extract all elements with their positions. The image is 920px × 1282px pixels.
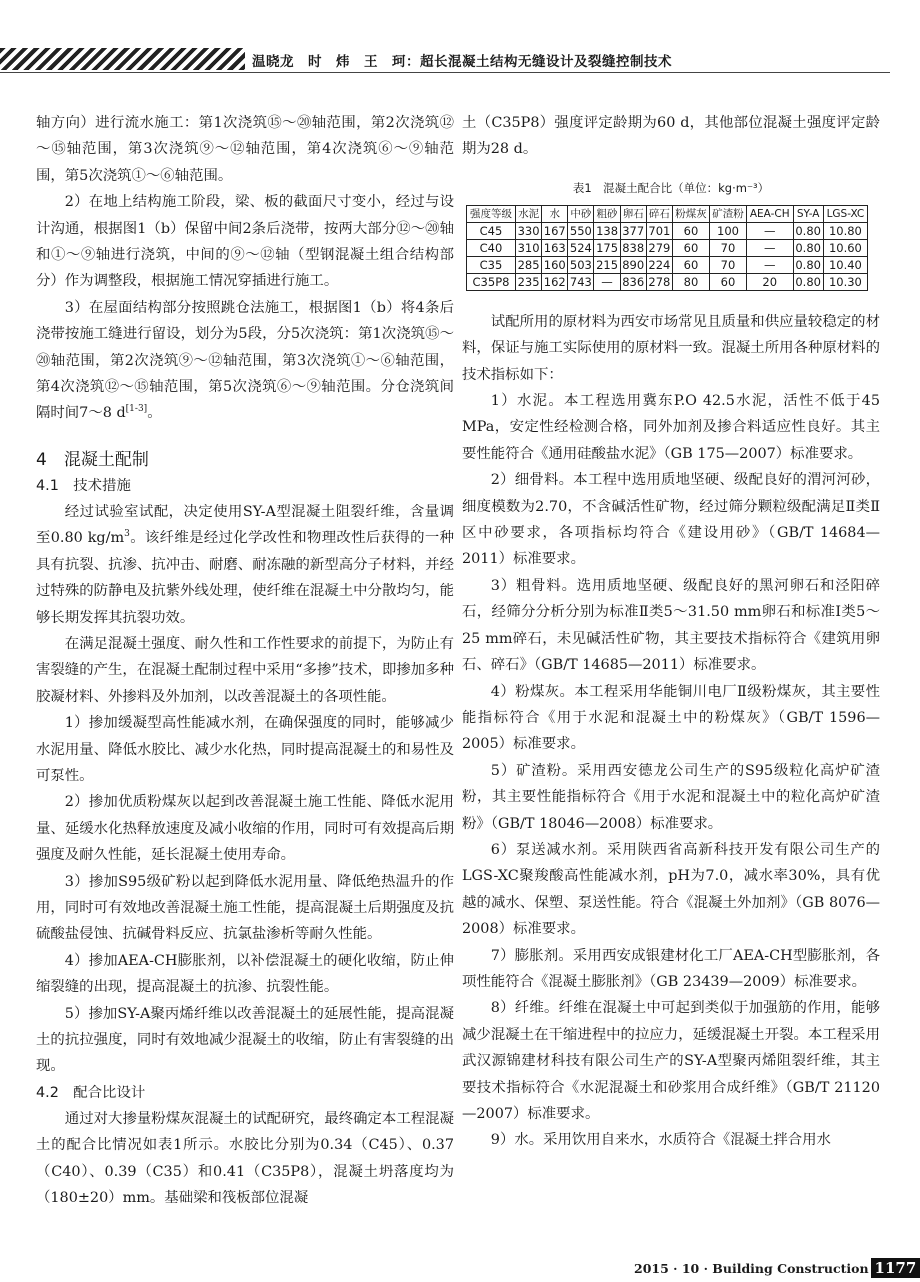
table-cell: 0.80 xyxy=(793,239,823,256)
table-cell: — xyxy=(594,273,620,290)
citation-ref: [1-3] xyxy=(125,404,148,415)
table-cell: C35P8 xyxy=(467,273,516,290)
table-cell: 377 xyxy=(620,222,646,239)
table-cell: 743 xyxy=(568,273,594,290)
mix-proportion-table xyxy=(466,205,868,291)
paragraph: 3）粗骨料。选用质地坚硬、级配良好的黑河卵石和泾阳碎石，经筛分分析分别为标准Ⅱ类5～31.50 mm卵石和标准Ⅰ类5～25 mm碎石，未见碱活性矿物，其主要技术指标符合《建筑用卵石、碎石》（GB/T 14685—2011）标准要求。 xyxy=(462,577,880,674)
paragraph xyxy=(36,499,454,631)
table-row xyxy=(467,273,868,290)
table-cell: 20 xyxy=(747,273,794,290)
table-cell: 70 xyxy=(709,256,746,273)
table-cell: 235 xyxy=(516,273,542,290)
section-heading: 4 混凝土配制 xyxy=(36,449,149,470)
table-cell: C45 xyxy=(467,222,516,239)
page-footer xyxy=(634,1258,920,1280)
table-row xyxy=(467,239,868,256)
paragraph: 4）掺加AEA-CH膨胀剂，以补偿混凝土的硬化收缩，防止伸缩裂缝的出现，提高混凝土的抗渗、抗裂性能。 xyxy=(36,952,454,996)
paragraph: 试配所用的原材料为西安市场常见且质量和供应量较稳定的材料，保证与施工实际使用的原材料一致。混凝土所用各种原材料的技术指标如下： xyxy=(462,313,880,383)
table-header-cell: LGS-XC xyxy=(823,205,867,222)
table-cell: 60 xyxy=(672,256,709,273)
paragraph: 6）泵送减水剂。采用陕西省高新科技开发有限公司生产的LGS-XC聚羧酸高性能减水剂，pH为7.0，减水率30%，具有优越的减水、保塑、泵送性能。符合《混凝土外加剂》（GB 8076—2008）标准要求。 xyxy=(462,841,880,938)
table-cell: 0.80 xyxy=(793,273,823,290)
table-row xyxy=(467,256,868,273)
table-cell: 701 xyxy=(646,222,672,239)
table-cell: 60 xyxy=(672,239,709,256)
table-header-cell: 中砂 xyxy=(568,205,594,222)
table-cell: 550 xyxy=(568,222,594,239)
table-cell: 836 xyxy=(620,273,646,290)
left-column xyxy=(36,110,454,1211)
table-caption: 表1 混凝土配合比（单位：kg·m⁻³） xyxy=(572,180,770,195)
paragraph: 2）掺加优质粉煤灰以起到改善混凝土施工性能、降低水泥用量、延缓水化热释放速度及减小收缩的作用，同时可有效提高后期强度及耐久性能，延长混凝土使用寿命。 xyxy=(36,794,454,864)
table-header-row xyxy=(467,205,868,222)
table-cell: 167 xyxy=(542,222,568,239)
journal-info: 2015 · 10 · Building Construction xyxy=(634,1261,869,1276)
paragraph-text: 。该纤维是经过化学改性和物理改性后获得的一种具有抗裂、抗渗、抗冲击、耐磨、耐冻融的新型高分子材料，并经过特殊的防静电及抗紫外线处理，使纤维在混凝土中分散均匀，能够长期发挥其抗裂功效。 xyxy=(36,530,454,626)
paragraph: 9）水。采用饮用自来水，水质符合《混凝土拌合用水 xyxy=(490,1132,831,1149)
table-cell: 162 xyxy=(542,273,568,290)
table-cell: 890 xyxy=(620,256,646,273)
page-number: 1177 xyxy=(871,1258,920,1278)
paragraph: 土（C35P8）强度评定龄期为60 d，其他部位混凝土强度评定龄期为28 d。 xyxy=(462,115,880,158)
table-cell: C40 xyxy=(467,239,516,256)
paragraph: 1）水泥。本工程选用冀东P.O 42.5水泥，活性不低于45 MPa，安定性经检测合格，同外加剂及掺合料适应性良好。其主要性能符合《通用硅酸盐水泥》（GB 175—2007）标准要求。 xyxy=(462,393,880,462)
table-body xyxy=(467,222,868,290)
table-header-cell: SY-A xyxy=(793,205,823,222)
table-header-cell: 粗砂 xyxy=(594,205,620,222)
paragraph: 5）掺加SY-A聚丙烯纤维以改善混凝土的延展性能，提高混凝土的抗拉强度，同时有效地减少混凝土的收缩，防止有害裂缝的出现。 xyxy=(36,1005,454,1075)
table-cell: 163 xyxy=(542,239,568,256)
table-cell: 838 xyxy=(620,239,646,256)
table-cell: 10.40 xyxy=(823,256,867,273)
subsection-heading: 4.1 技术措施 xyxy=(36,477,131,494)
table-cell: 503 xyxy=(568,256,594,273)
table-cell: 10.30 xyxy=(823,273,867,290)
table-cell: 310 xyxy=(516,239,542,256)
table-cell: 278 xyxy=(646,273,672,290)
table-cell: — xyxy=(747,222,794,239)
table-row xyxy=(467,222,868,239)
table-cell: 100 xyxy=(709,222,746,239)
right-column xyxy=(462,110,880,1154)
table-cell: 10.60 xyxy=(823,239,867,256)
paragraph: 通过对大掺量粉煤灰混凝土的试配研究，最终确定本工程混凝土的配合比情况如表1所示。水胶比分别为0.34（C45）、0.37（C40）、0.39（C35）和0.41（C35P8），混凝土坍落度均为（180±20）mm。基础梁和筏板部位混凝 xyxy=(36,1110,454,1207)
paragraph: 2）细骨料。本工程中选用质地坚硬、级配良好的渭河河砂，细度模数为2.70，不含碱活性矿物，经过筛分颗粒级配满足Ⅱ类Ⅱ区中砂要求，各项指标均符合《建设用砂》（GB/T 14684—2011）标准要求。 xyxy=(462,472,880,568)
table-header-cell: 水 xyxy=(542,205,568,222)
table-cell: 285 xyxy=(516,256,542,273)
table-header-cell: 碎石 xyxy=(646,205,672,222)
table-cell: 138 xyxy=(594,222,620,239)
paragraph: 2）在地上结构施工阶段，梁、板的截面尺寸变小，经过与设计沟通，根据图1（b）保留中间2条后浇带，按两大部分⑫～⑳轴和①～⑨轴进行浇筑，中间的⑨～⑫轴（型钢混凝土组合结构部分）作为调整段，根据施工情况穿插进行施工。 xyxy=(36,194,454,290)
paragraph: 在满足混凝土强度、耐久性和工作性要求的前提下，为防止有害裂缝的产生，在混凝土配制过程中采用“多掺”技术，即掺加多种胶凝材料、外掺料及外加剂，以改善混凝土的各项性能。 xyxy=(36,635,454,705)
paragraph-text: 经过试验室试配，决定使用SY-A型混凝土阻裂纤维，含量调至0.80 kg/m xyxy=(36,503,454,547)
table-cell: 160 xyxy=(542,256,568,273)
table-header-cell: AEA-CH xyxy=(747,205,794,222)
paragraph: 7）膨胀剂。采用西安成银建材化工厂AEA-CH型膨胀剂，各项性能符合《混凝土膨胀剂》（GB 23439—2009）标准要求。 xyxy=(462,947,880,990)
header-rule xyxy=(0,72,890,73)
table-cell: 70 xyxy=(709,239,746,256)
table-cell: 60 xyxy=(672,222,709,239)
table-cell: 330 xyxy=(516,222,542,239)
table-cell: C35 xyxy=(467,256,516,273)
table-header-cell: 粉煤灰 xyxy=(672,205,709,222)
running-header xyxy=(0,38,920,82)
subsection-heading: 4.2 配合比设计 xyxy=(36,1084,146,1101)
superscript: 3 xyxy=(124,529,130,540)
header-stripe-decoration xyxy=(0,48,245,70)
table-cell: 224 xyxy=(646,256,672,273)
paragraph: 8）纤维。纤维在混凝土中可起到类似于加强筋的作用，能够减少混凝土在干缩进程中的拉应力，延缓混凝土开裂。本工程采用武汉源锦建材科技有限公司生产的SY-A型聚丙烯阻裂纤维，其主要技术指标符合《水泥混凝土和砂浆用合成纤维》（GB/T 21120—2007）标准要求。 xyxy=(462,1000,880,1122)
paragraph-text: 3）在屋面结构部分按照跳仓法施工，根据图1（b）将4条后浇带按施工缝进行留设，划分为5段，分5次浇筑：第1次浇筑⑮～⑳轴范围，第2次浇筑⑨～⑫轴范围，第3次浇筑①～⑥轴范围，第4次浇筑⑫～⑮轴范围，第5次浇筑⑥～⑨轴范围。分仓浇筑间隔时间7～8 d xyxy=(36,299,454,422)
table-cell: 10.80 xyxy=(823,222,867,239)
table-cell: 175 xyxy=(594,239,620,256)
paragraph xyxy=(36,295,454,427)
table-cell: 80 xyxy=(672,273,709,290)
table-cell: 0.80 xyxy=(793,256,823,273)
paragraph: 1）掺加缓凝型高性能减水剂，在确保强度的同时，能够减少水泥用量、降低水胶比、减少水化热，同时提高混凝土的和易性及可泵性。 xyxy=(36,715,454,784)
header-title: 温晓龙 时 炜 王 珂：超长混凝土结构无缝设计及裂缝控制技术 xyxy=(252,54,672,70)
paragraph: 轴方向）进行流水施工：第1次浇筑⑮～⑳轴范围，第2次浇筑⑫～⑮轴范围，第3次浇筑⑨～⑫轴范围，第4次浇筑⑥～⑨轴范围，第5次浇筑①～⑥轴范围。 xyxy=(36,115,454,184)
table-header-cell: 矿渣粉 xyxy=(709,205,746,222)
paragraph: 3）掺加S95级矿粉以起到降低水泥用量、降低绝热温升的作用，同时可有效地改善混凝土施工性能，提高混凝土后期强度及抗硫酸盐侵蚀、抗碱骨料反应、抗氯盐渗析等耐久性能。 xyxy=(36,873,454,943)
table-cell: — xyxy=(747,239,794,256)
table-header-cell: 卵石 xyxy=(620,205,646,222)
table-header-cell: 水泥 xyxy=(516,205,542,222)
paragraph-text-end: 。 xyxy=(147,405,162,422)
table-header-cell: 强度等级 xyxy=(467,205,516,222)
table-cell: 215 xyxy=(594,256,620,273)
table-cell: — xyxy=(747,256,794,273)
table-cell: 524 xyxy=(568,239,594,256)
table-cell: 60 xyxy=(709,273,746,290)
paragraph: 5）矿渣粉。采用西安德龙公司生产的S95级粒化高炉矿渣粉，其主要性能指标符合《用于水泥和混凝土中的粒化高炉矿渣粉》（GB/T 18046—2008）标准要求。 xyxy=(462,762,880,832)
table-cell: 0.80 xyxy=(793,222,823,239)
table-cell: 279 xyxy=(646,239,672,256)
paragraph: 4）粉煤灰。本工程采用华能铜川电厂Ⅱ级粉煤灰，其主要性能指标符合《用于水泥和混凝土中的粉煤灰》（GB/T 1596—2005）标准要求。 xyxy=(462,683,880,753)
